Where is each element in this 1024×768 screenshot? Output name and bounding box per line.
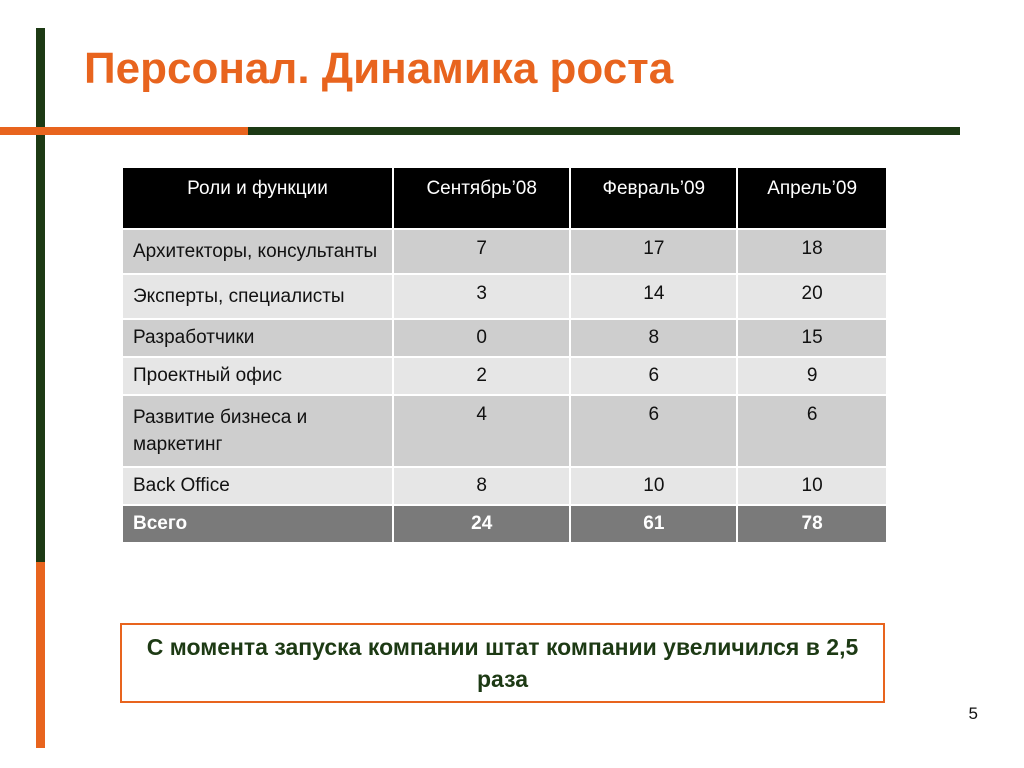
- page-number: 5: [968, 704, 978, 723]
- table-row: [122, 395, 887, 467]
- total-feb09: 61: [570, 505, 737, 543]
- row-feb09: 6: [570, 357, 737, 395]
- decor-vertical-bar-orange: [36, 562, 45, 748]
- conclusion-box: [120, 623, 885, 703]
- total-label: Всего: [122, 505, 393, 543]
- table-row: [122, 274, 887, 319]
- row-sep08: 0: [393, 319, 570, 357]
- row-role: Back Office: [122, 467, 393, 505]
- header-roles: Роли и функции: [122, 167, 393, 229]
- decor-horizontal-bar-orange: [0, 127, 248, 135]
- row-sep08: 4: [393, 395, 570, 467]
- header-apr09: Апрель’09: [737, 167, 887, 229]
- header-feb09: Февраль’09: [570, 167, 737, 229]
- row-feb09: 17: [570, 229, 737, 274]
- row-sep08: 3: [393, 274, 570, 319]
- total-apr09: 78: [737, 505, 887, 543]
- row-feb09: 6: [570, 395, 737, 467]
- table-row: [122, 319, 887, 357]
- row-apr09: 6: [737, 395, 887, 467]
- staff-growth-table: [121, 166, 888, 544]
- slide-title: Персонал. Динамика роста: [84, 44, 674, 93]
- decor-horizontal-bar-green: [248, 127, 960, 135]
- row-apr09: 10: [737, 467, 887, 505]
- row-role: Проектный офис: [122, 357, 393, 395]
- row-apr09: 15: [737, 319, 887, 357]
- decor-vertical-bar-green: [36, 28, 45, 562]
- table-total-row: [122, 505, 887, 543]
- row-apr09: 18: [737, 229, 887, 274]
- row-feb09: 14: [570, 274, 737, 319]
- table-row: [122, 467, 887, 505]
- row-apr09: 20: [737, 274, 887, 319]
- row-role: Разработчики: [122, 319, 393, 357]
- row-feb09: 8: [570, 319, 737, 357]
- row-sep08: 8: [393, 467, 570, 505]
- row-feb09: 10: [570, 467, 737, 505]
- row-role: Эксперты, специалисты: [122, 274, 393, 319]
- row-sep08: 2: [393, 357, 570, 395]
- table-row: [122, 357, 887, 395]
- table-row: [122, 229, 887, 274]
- header-sep08: Сентябрь’08: [393, 167, 570, 229]
- conclusion-text: С момента запуска компании штат компании увеличился в 2,5 раза: [146, 634, 859, 692]
- row-role: Развитие бизнеса и маркетинг: [122, 395, 393, 467]
- row-apr09: 9: [737, 357, 887, 395]
- table-header-row: [122, 167, 887, 229]
- total-sep08: 24: [393, 505, 570, 543]
- row-role: Архитекторы, консультанты: [122, 229, 393, 274]
- row-sep08: 7: [393, 229, 570, 274]
